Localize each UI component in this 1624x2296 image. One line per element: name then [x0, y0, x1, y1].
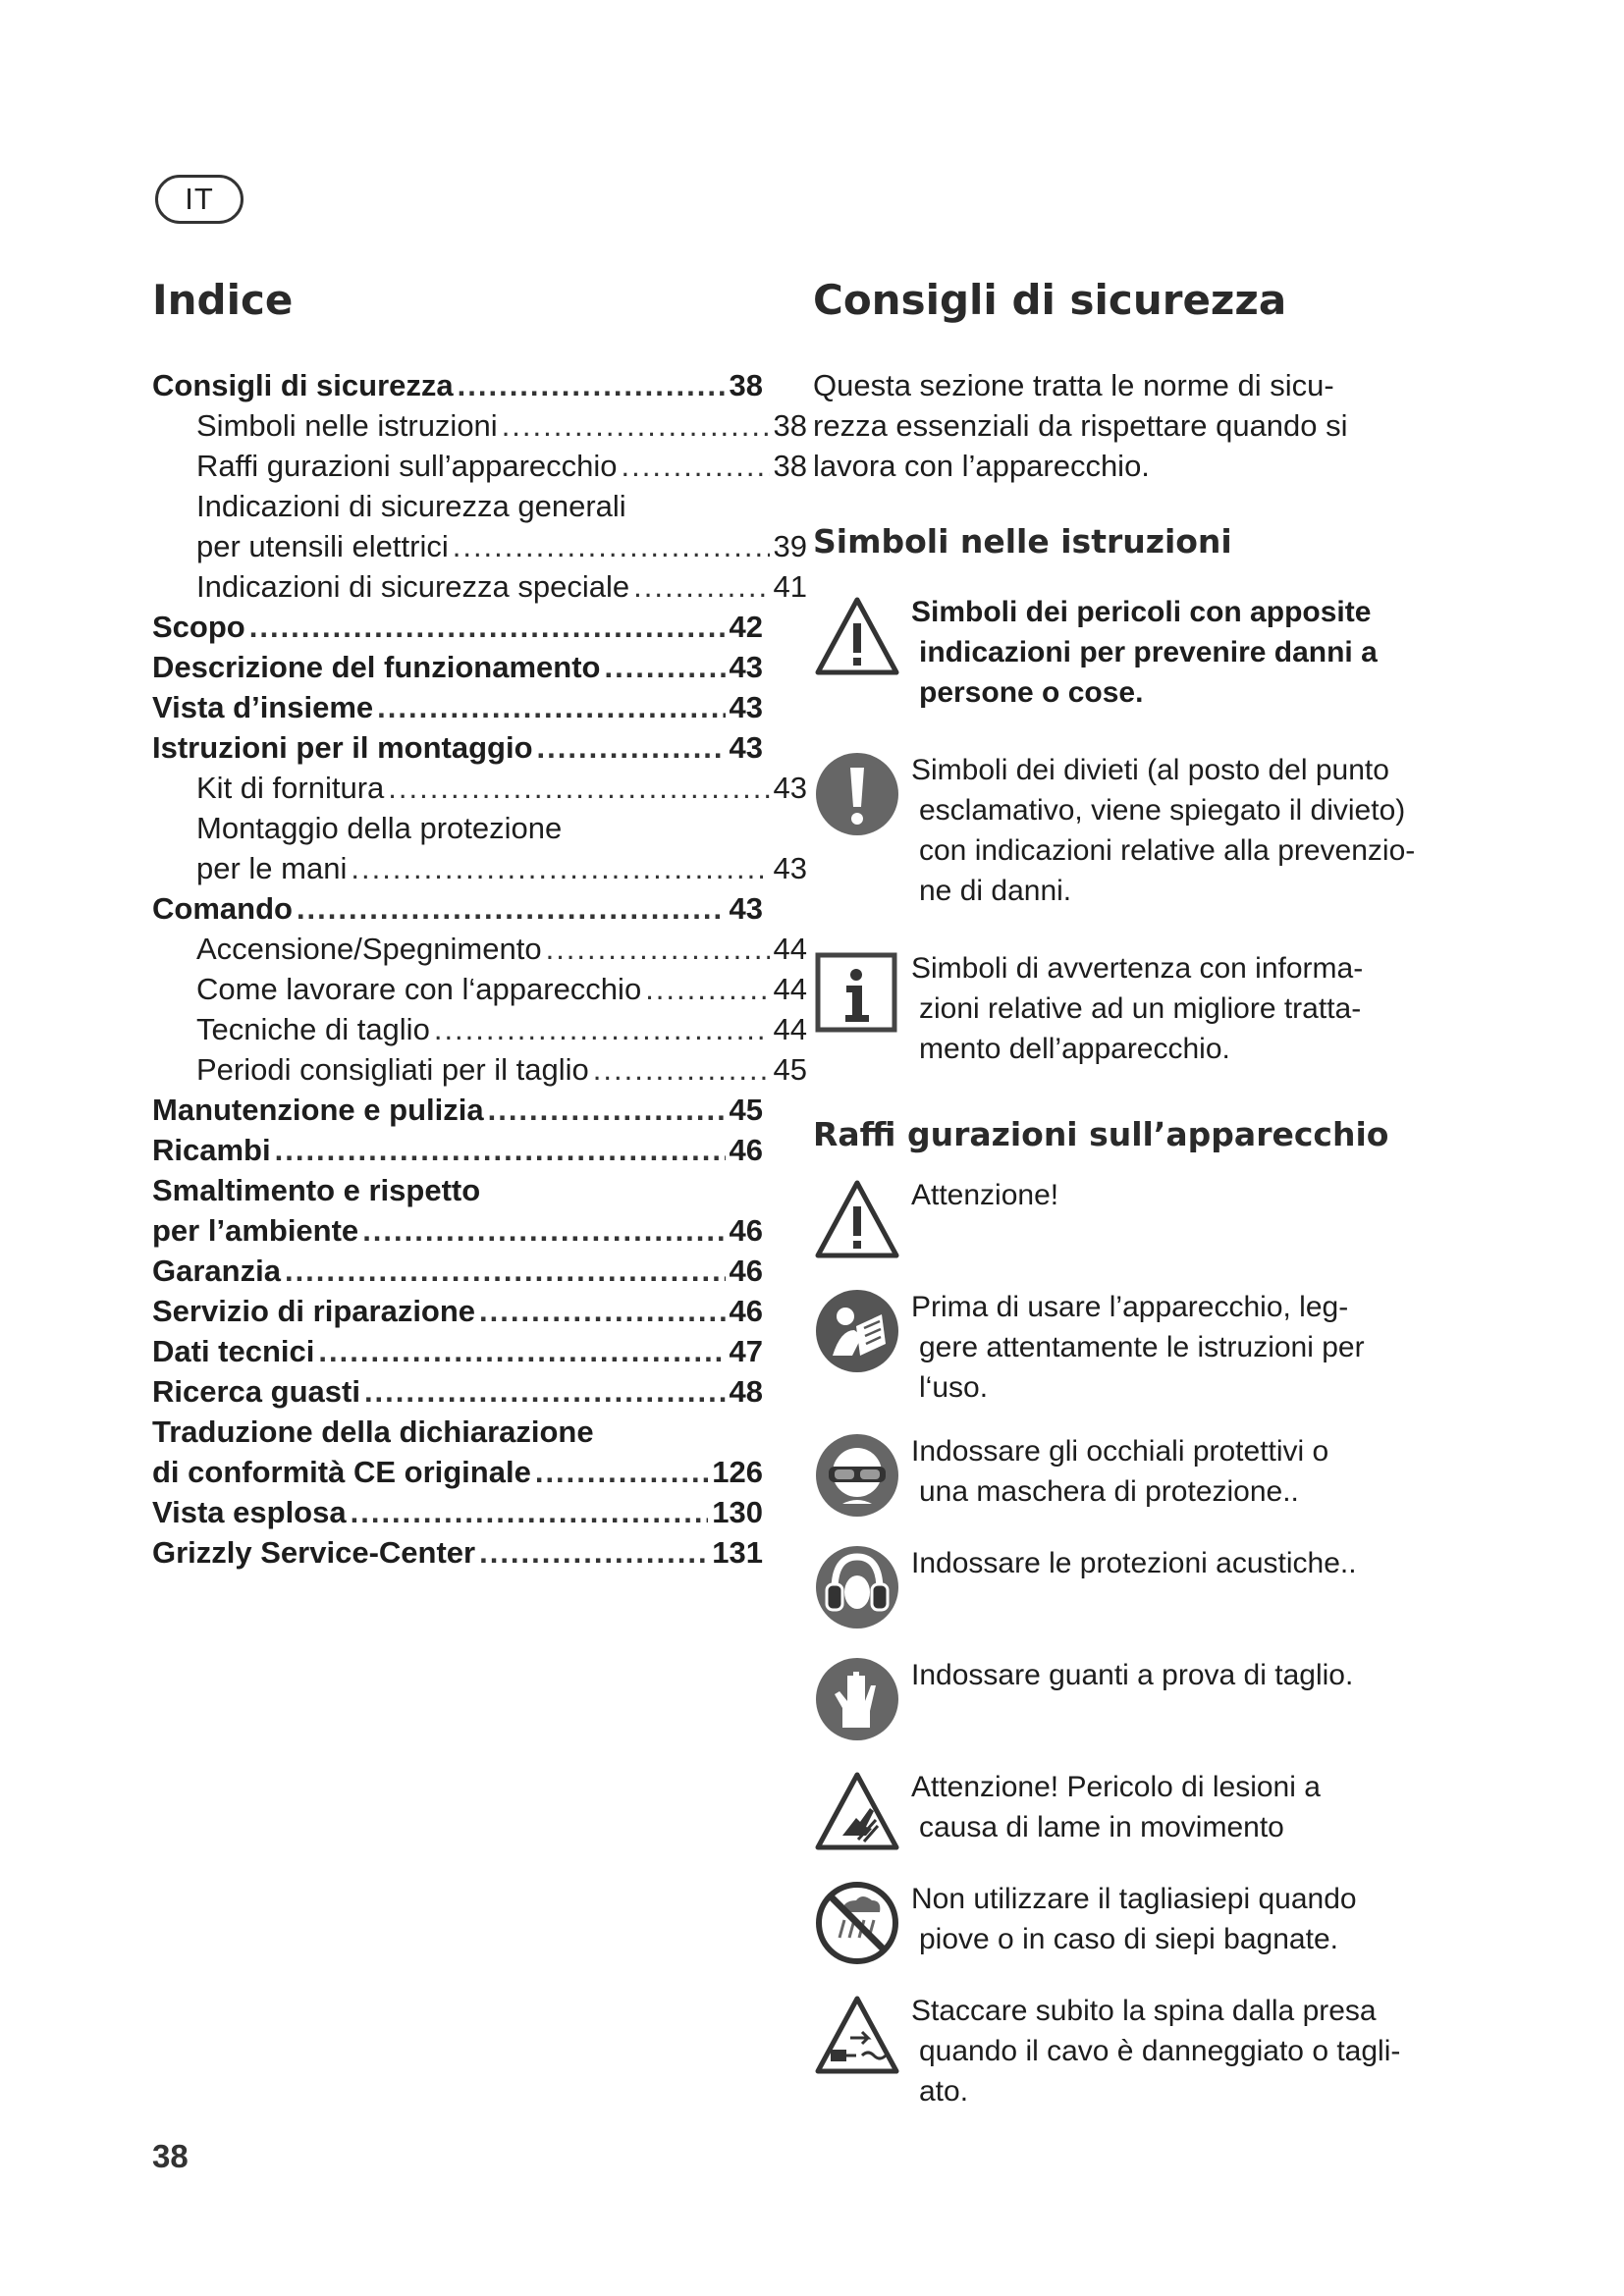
- toc-entry-label: Vista d’insieme: [152, 690, 374, 724]
- toc-leader-dots: [249, 607, 726, 647]
- toc-leader-dots: [502, 405, 770, 446]
- toc-entry: [152, 566, 807, 607]
- symbol-description: [901, 1287, 1451, 1408]
- toc-entry-page: 42: [729, 610, 763, 644]
- language-badge: IT: [155, 175, 244, 224]
- symbol-description-line: zioni relative ad un migliore tratta-: [919, 992, 1362, 1025]
- toc-entry-label: per utensili elettrici: [196, 529, 449, 563]
- toc-entry-page: 43: [773, 851, 807, 885]
- toc-leader-dots: [645, 969, 769, 1009]
- toc-entry-page: 43: [729, 690, 763, 724]
- toc-leader-dots: [593, 1049, 770, 1090]
- symbol-description-line: l‘uso.: [919, 1371, 989, 1404]
- toc-leader-dots: [479, 1532, 708, 1573]
- symbol-description-line: Simboli di avvertenza con informa-: [911, 952, 1364, 985]
- ear-protection-icon: [813, 1543, 901, 1631]
- toc-entry-page: 44: [773, 932, 807, 966]
- symbol-item: [813, 1287, 1451, 1408]
- symbol-description: [901, 1879, 1451, 1959]
- intro-line: Questa sezione tratta le norme di sicu-: [813, 368, 1334, 402]
- symbol-description-line: Indossare le protezioni acustiche..: [911, 1547, 1357, 1579]
- toc-entry-label: Ricerca guasti: [152, 1374, 360, 1409]
- toc-entry: [152, 1090, 763, 1130]
- symbol-item: [813, 1767, 1451, 1855]
- toc-leader-dots: [362, 1210, 725, 1251]
- toc-leader-dots: [633, 566, 769, 607]
- toc-entry: [152, 1291, 763, 1331]
- symbol-item: [813, 1991, 1451, 2111]
- symbol-description-line: indicazioni per prevenire danni a: [919, 636, 1378, 668]
- toc-entry: [152, 929, 807, 969]
- toc-entry-label: Grizzly Service-Center: [152, 1535, 476, 1570]
- symbol-description-line: Indossare guanti a prova di taglio.: [911, 1659, 1354, 1691]
- toc-entry: [152, 1251, 763, 1291]
- toc-entry-page: 131: [712, 1535, 763, 1570]
- toc-list: [152, 365, 807, 1573]
- toc-entry-page: 39: [773, 529, 807, 563]
- toc-entry-page: 47: [729, 1334, 763, 1368]
- toc-entry-page: 45: [729, 1093, 763, 1127]
- toc-leader-dots: [364, 1371, 726, 1412]
- toc-entry-label: di conformità CE originale: [152, 1455, 531, 1489]
- toc-entry-page: 126: [712, 1455, 763, 1489]
- toc-leader-dots: [488, 1090, 726, 1130]
- toc-entry-label: Traduzione della dichiarazione: [152, 1415, 594, 1449]
- toc-leader-dots: [622, 446, 770, 486]
- symbol-description: [901, 750, 1451, 911]
- symbol-description-line: Indossare gli occhiali protettivi o: [911, 1435, 1329, 1468]
- safety-title: Consigli di sicurezza: [813, 276, 1287, 324]
- toc-entry-page: 46: [729, 1254, 763, 1288]
- no-rain-icon: [813, 1879, 901, 1967]
- toc-entry: [152, 1492, 763, 1532]
- page-number: 38: [152, 2138, 189, 2174]
- toc-entry-page: 43: [729, 730, 763, 765]
- toc-leader-dots: [434, 1009, 770, 1049]
- toc-entry-label: Smaltimento e rispetto: [152, 1173, 481, 1207]
- toc-entry: [152, 526, 807, 566]
- toc-leader-dots: [275, 1130, 726, 1170]
- warning-triangle-icon: [813, 592, 901, 680]
- symbol-item: [813, 1655, 1451, 1743]
- toc-entry-page: 38: [729, 368, 763, 402]
- toc-entry-label: Comando: [152, 891, 293, 926]
- info-icon: [813, 948, 901, 1037]
- toc-entry-label: Consigli di sicurezza: [152, 368, 454, 402]
- toc-entry-page: 45: [773, 1052, 807, 1087]
- symbol-description-line: Attenzione! Pericolo di lesioni a: [911, 1771, 1321, 1803]
- toc-entry: [152, 1049, 807, 1090]
- toc-entry-label: Scopo: [152, 610, 245, 644]
- safety-intro: [813, 365, 1451, 486]
- symbol-description: [901, 1655, 1451, 1695]
- toc-entry: [152, 969, 807, 1009]
- toc-entry-page: 130: [712, 1495, 763, 1529]
- symbol-description: [901, 1543, 1451, 1583]
- toc-entry-page: 46: [729, 1133, 763, 1167]
- toc-entry-page: 46: [729, 1213, 763, 1248]
- toc-entry-label: Tecniche di taglio: [196, 1012, 430, 1046]
- toc-entry: [152, 647, 763, 687]
- toc-entry: [152, 687, 763, 727]
- toc-leader-dots: [604, 647, 725, 687]
- symbol-description-line: ato.: [919, 2075, 969, 2108]
- toc-entry-label: per le mani: [196, 851, 348, 885]
- device-symbols-list: [813, 1175, 1451, 2111]
- toc-entry-page: 43: [729, 891, 763, 926]
- read-manual-icon: [813, 1287, 901, 1375]
- symbol-item: [813, 1175, 1451, 1263]
- toc-entry: [152, 1331, 763, 1371]
- symbol-description: [901, 592, 1451, 713]
- table-of-contents: [152, 275, 807, 1573]
- symbol-description-line: esclamativo, viene spiegato il divieto): [919, 794, 1406, 827]
- toc-entry: [152, 1371, 763, 1412]
- symbols-list: [813, 592, 1451, 1069]
- intro-line: lavora con l’apparecchio.: [813, 449, 1150, 483]
- toc-entry: [152, 1210, 763, 1251]
- toc-entry-label: Montaggio della protezione: [196, 811, 563, 845]
- toc-entry-page: 38: [773, 408, 807, 443]
- symbols-title: Simboli nelle istruzioni: [813, 522, 1232, 561]
- toc-entry-page: 41: [773, 569, 807, 604]
- symbol-description: [901, 1431, 1451, 1512]
- toc-leader-dots: [351, 1492, 709, 1532]
- toc-entry-page: 44: [773, 972, 807, 1006]
- symbol-description-line: Non utilizzare il tagliasiepi quando: [911, 1883, 1357, 1915]
- device-symbols-title: Raffi gurazioni sull’apparecchio: [813, 1115, 1389, 1153]
- toc-leader-dots: [318, 1331, 725, 1371]
- intro-line: rezza essenziali da rispettare quando si: [813, 408, 1348, 443]
- symbol-description-line: con indicazioni relative alla prevenzio-: [919, 834, 1416, 867]
- symbol-description-line: Attenzione!: [911, 1179, 1059, 1211]
- symbol-item: [813, 1543, 1451, 1631]
- symbol-description-line: causa di lame in movimento: [919, 1811, 1284, 1843]
- toc-entry-label: per l’ambiente: [152, 1213, 359, 1248]
- toc-entry-page: 43: [729, 650, 763, 684]
- symbol-description-line: Simboli dei pericoli con apposite: [911, 596, 1372, 628]
- warning-triangle-icon: [813, 1175, 901, 1263]
- toc-entry-label: Garanzia: [152, 1254, 281, 1288]
- symbol-description-line: Simboli dei divieti (al posto del punto: [911, 754, 1389, 786]
- toc-leader-dots: [458, 365, 726, 405]
- symbol-item: [813, 1879, 1451, 1967]
- toc-entry-label: Istruzioni per il montaggio: [152, 730, 533, 765]
- toc-entry-label: Periodi consigliati per il taglio: [196, 1052, 589, 1087]
- symbol-description: [901, 1175, 1451, 1215]
- toc-entry-label: Simboli nelle istruzioni: [196, 408, 498, 443]
- toc-leader-dots: [377, 687, 725, 727]
- toc-leader-dots: [285, 1251, 726, 1291]
- symbol-item: [813, 750, 1451, 911]
- symbol-description-line: Prima di usare l’apparecchio, leg-: [911, 1291, 1349, 1323]
- toc-entry-label: Raffi gurazioni sull’apparecchio: [196, 449, 618, 483]
- toc-leader-dots: [546, 929, 770, 969]
- symbol-description: [901, 1767, 1451, 1847]
- toc-leader-dots: [351, 848, 769, 888]
- toc-title: Indice: [152, 276, 294, 324]
- toc-entry-label: Vista esplosa: [152, 1495, 347, 1529]
- toc-entry-label: Dati tecnici: [152, 1334, 315, 1368]
- toc-entry: [152, 607, 763, 647]
- toc-entry-label: Manutenzione e pulizia: [152, 1093, 484, 1127]
- symbol-description-line: persone o cose.: [919, 676, 1144, 709]
- safety-goggles-icon: [813, 1431, 901, 1520]
- gloves-icon: [813, 1655, 901, 1743]
- symbol-description-line: gere attentamente le istruzioni per: [919, 1331, 1365, 1363]
- toc-entry-label: Servizio di riparazione: [152, 1294, 476, 1328]
- toc-entry: [152, 1130, 763, 1170]
- toc-entry-page: 48: [729, 1374, 763, 1409]
- toc-leader-dots: [537, 727, 726, 768]
- toc-entry: [152, 405, 807, 446]
- symbol-description-line: una maschera di protezione..: [919, 1475, 1299, 1508]
- symbol-description-line: mento dell’apparecchio.: [919, 1033, 1230, 1065]
- toc-entry: [152, 1452, 763, 1492]
- toc-entry-label: Descrizione del funzionamento: [152, 650, 601, 684]
- symbol-description-line: piove o in caso di siepi bagnate.: [919, 1923, 1338, 1955]
- toc-leader-dots: [388, 768, 769, 808]
- symbol-item: [813, 1431, 1451, 1520]
- toc-entry-page: 46: [729, 1294, 763, 1328]
- toc-entry-page: 44: [773, 1012, 807, 1046]
- toc-entry: [152, 888, 763, 929]
- toc-leader-dots: [535, 1452, 708, 1492]
- toc-entry: [152, 1009, 807, 1049]
- symbol-description-line: quando il cavo è danneggiato o tagli-: [919, 2035, 1401, 2067]
- toc-leader-dots: [453, 526, 770, 566]
- symbol-description: [901, 1991, 1451, 2111]
- toc-entry: [152, 1532, 763, 1573]
- toc-entry: [152, 848, 807, 888]
- toc-entry-label: Indicazioni di sicurezza generali: [196, 489, 626, 523]
- toc-entry: [152, 365, 763, 405]
- toc-entry: [152, 727, 763, 768]
- symbol-description-line: ne di danni.: [919, 875, 1072, 907]
- toc-entry-label: Accensione/Spegnimento: [196, 932, 542, 966]
- toc-entry-label: Kit di fornitura: [196, 771, 385, 805]
- safety-section: [813, 275, 1451, 2111]
- toc-entry-label: Come lavorare con l‘apparecchio: [196, 972, 642, 1006]
- toc-entry: [152, 768, 807, 808]
- symbol-description-line: Staccare subito la spina dalla presa: [911, 1995, 1377, 2027]
- toc-leader-dots: [297, 888, 726, 929]
- toc-entry-page: 38: [773, 449, 807, 483]
- toc-leader-dots: [479, 1291, 725, 1331]
- symbol-item: [813, 948, 1451, 1069]
- symbol-description: [901, 948, 1451, 1069]
- toc-entry-label: Indicazioni di sicurezza speciale: [196, 569, 630, 604]
- toc-entry-page: 43: [773, 771, 807, 805]
- symbol-item: [813, 592, 1451, 713]
- toc-entry: [152, 446, 807, 486]
- prohibition-exclamation-icon: [813, 750, 901, 838]
- blade-hazard-icon: [813, 1767, 901, 1855]
- toc-entry-label: Ricambi: [152, 1133, 271, 1167]
- unplug-cable-icon: [813, 1991, 901, 2079]
